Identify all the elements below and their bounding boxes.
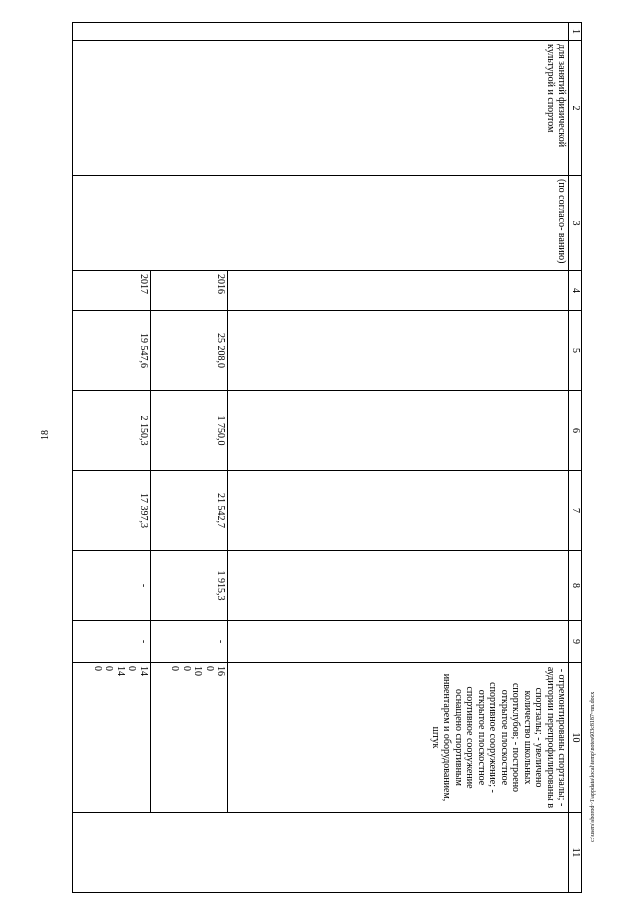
header-col-7: 7 xyxy=(569,471,582,551)
header-col-6: 6 xyxy=(569,391,582,471)
cell-empty xyxy=(228,471,569,551)
footer-file-path: c:\users\sborod~1\appdata\local\temp\notes603c8187~nn.docx xyxy=(590,691,596,842)
cell-empty xyxy=(228,311,569,391)
year-2016: 2016 xyxy=(150,271,228,311)
value-col6: 1 750,0 xyxy=(150,391,228,471)
header-row xyxy=(569,23,582,893)
cell-empty xyxy=(228,551,569,621)
count-value: 0 xyxy=(103,666,115,671)
counts-cell xyxy=(150,663,228,813)
cell-col-1 xyxy=(73,23,570,41)
count-value: 10 xyxy=(192,666,204,676)
count-value: 0 xyxy=(126,666,138,671)
value-col9: - xyxy=(150,621,228,663)
counts-cell xyxy=(73,663,151,813)
header-col-11: 11 xyxy=(569,813,582,893)
description-row xyxy=(228,23,569,893)
value-col5: 19 547,6 xyxy=(73,311,151,391)
value-col7: 17 397,3 xyxy=(73,471,151,551)
cell-results-description: - отремонтированы спортзалы; - аудитории перепрофилированы в спортзалы; - увеличено количество школьных спортклубов; - построено открытое плоскостное спортивное сооружение; - открытое плоскостное спортивное сооружение оснащено спортивным инвентарем и оборудованием, штук xyxy=(228,663,569,813)
header-col-5: 5 xyxy=(569,311,582,391)
rotated-table-container xyxy=(72,22,582,882)
year-2017: 2017 xyxy=(73,271,151,311)
header-col-10: 10 xyxy=(569,663,582,813)
count-value: 0 xyxy=(203,666,215,671)
cell-purpose: для занятий физической культурой и спортом xyxy=(73,41,570,176)
value-col6: 2 150,3 xyxy=(73,391,151,471)
cell-empty xyxy=(228,391,569,471)
value-col7: 21 542,7 xyxy=(150,471,228,551)
count-value: 14 xyxy=(137,666,149,676)
header-col-1: 1 xyxy=(569,23,582,41)
cell-empty xyxy=(228,621,569,663)
count-value: 0 xyxy=(169,666,181,671)
header-col-9: 9 xyxy=(569,621,582,663)
cell-agreement-note: (по согласо- ванию) xyxy=(73,176,570,271)
value-col5: 25 208,0 xyxy=(150,311,228,391)
value-col9: - xyxy=(73,621,151,663)
value-col8: - xyxy=(73,551,151,621)
count-value: 16 xyxy=(215,666,227,676)
count-value: 0 xyxy=(91,666,103,671)
header-col-2: 2 xyxy=(569,41,582,176)
header-col-4: 4 xyxy=(569,271,582,311)
program-table xyxy=(72,22,582,893)
cell-empty xyxy=(228,271,569,311)
count-value: 14 xyxy=(114,666,126,676)
value-col8: 1 915,3 xyxy=(150,551,228,621)
cell-col-11 xyxy=(73,813,570,893)
header-col-3: 3 xyxy=(569,176,582,271)
header-col-8: 8 xyxy=(569,551,582,621)
page-number: 18 xyxy=(40,430,51,440)
count-value: 0 xyxy=(180,666,192,671)
